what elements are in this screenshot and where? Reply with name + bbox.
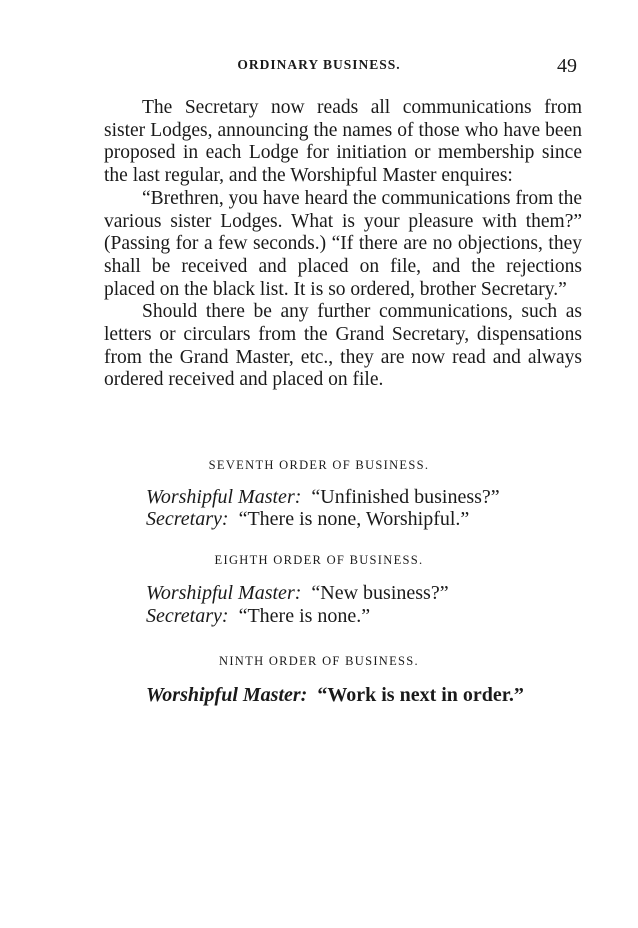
speaker-label: Secretary:: [146, 605, 229, 627]
page-number: 49: [557, 55, 577, 77]
dialogue-text: “There is none, Worshipful.”: [238, 508, 470, 530]
dialogue-line: [146, 582, 449, 605]
dialogue-line: [146, 684, 524, 707]
dialogue-line: [146, 605, 370, 628]
section-heading-ninth: NINTH ORDER OF BUSINESS.: [219, 654, 419, 668]
body-text: [104, 97, 582, 392]
speaker-label: Worshipful Master:: [146, 684, 308, 706]
section-heading-eighth: EIGHTH ORDER OF BUSINESS.: [214, 553, 424, 567]
speaker-label: Worshipful Master:: [146, 486, 302, 508]
dialogue-text: “Work is next in order.”: [317, 684, 524, 706]
paragraph: “Brethren, you have heard the communications from the various sister Lodges. What is your pleasure with them?” (Passing for a few seconds.) “If there are no objections, they shall be received and placed on file, and the rejections placed on the black list. It is so ordered, brother Secretary.”: [104, 187, 582, 300]
paragraph: Should there be any further communications, such as letters or circulars from the Grand Secretary, dispensations from the Grand Master, etc., they are now read and always ordered received and placed on file.: [104, 301, 582, 391]
dialogue-text: “New business?”: [311, 582, 449, 604]
dialogue-text: “There is none.”: [238, 605, 371, 627]
running-title: ORDINARY BUSINESS.: [237, 57, 401, 72]
paragraph: The Secretary now reads all communications from sister Lodges, announcing the names of those who have been proposed in each Lodge for initiation or membership since the last regular, and the Worshipful Master enquires:: [104, 97, 582, 187]
dialogue-line: [146, 486, 500, 509]
dialogue-line: [146, 508, 469, 531]
dialogue-text: “Unfinished business?”: [311, 486, 500, 508]
section-heading-seventh: SEVENTH ORDER OF BUSINESS.: [208, 458, 430, 472]
speaker-label: Secretary:: [146, 508, 229, 530]
speaker-label: Worshipful Master:: [146, 582, 302, 604]
